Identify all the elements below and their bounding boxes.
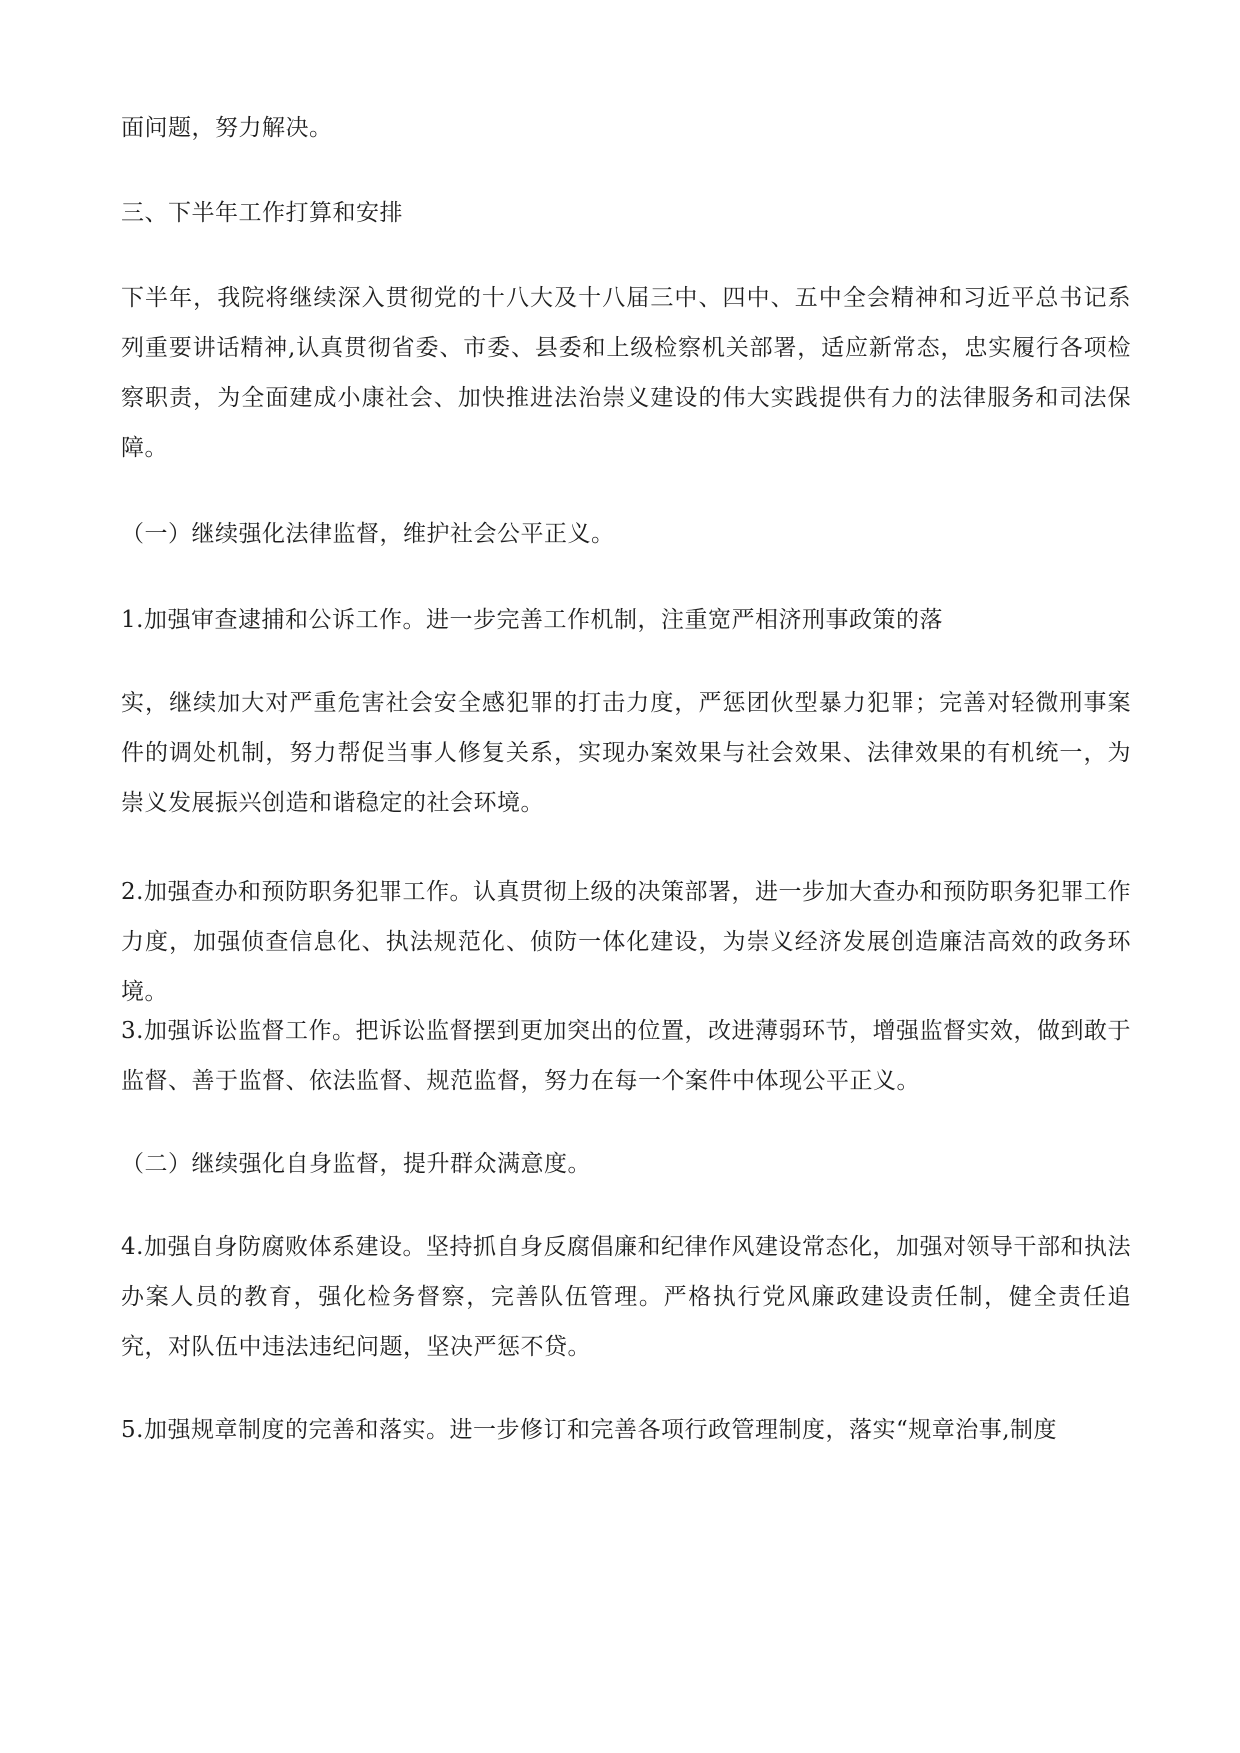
subsection-heading-two: （二）继续强化自身监督，提升群众满意度。 (121, 1151, 591, 1177)
paragraph-item-1-continued: 实，继续加大对严重危害社会安全感犯罪的打击力度，严惩团伙型暴力犯罪；完善对轻微刑事案件的调处机制，努力帮促当事人修复关系，实现办案效果与社会效果、法律效果的有机统一，为崇义发展振兴创造和谐稳定的社会环境。 (121, 690, 1131, 816)
section-heading-three: 三、下半年工作打算和安排 (121, 200, 403, 226)
paragraph-item-1: 1.加强审查逮捕和公诉工作。进一步完善工作机制，注重宽严相济刑事政策的落 (121, 607, 943, 633)
paragraph-item-3: 3.加强诉讼监督工作。把诉讼监督摆到更加突出的位置，改进薄弱环节，增强监督实效，做到敢于监督、善于监督、依法监督、规范监督，努力在每一个案件中体现公平正义。 (121, 1018, 1131, 1094)
paragraph-second-half-plan: 下半年，我院将继续深入贯彻党的十八大及十八届三中、四中、五中全会精神和习近平总书记系列重要讲话精神,认真贯彻省委、市委、县委和上级检察机关部署，适应新常态，忠实履行各项检察职责，为全面建成小康社会、加快推进法治崇义建设的伟大实践提供有力的法律服务和司法保障。 (121, 285, 1131, 461)
paragraph-continuation: 面问题，努力解决。 (121, 115, 333, 141)
paragraph-item-5: 5.加强规章制度的完善和落实。进一步修订和完善各项行政管理制度，落实“规章治事,制度 (121, 1417, 1058, 1443)
paragraph-item-4: 4.加强自身防腐败体系建设。坚持抓自身反腐倡廉和纪律作风建设常态化，加强对领导干部和执法办案人员的教育，强化检务督察，完善队伍管理。严格执行党风廉政建设责任制，健全责任追究，对队伍中违法违纪问题，坚决严惩不贷。 (121, 1234, 1131, 1360)
subsection-heading-one: （一）继续强化法律监督，维护社会公平正义。 (121, 521, 615, 547)
paragraph-item-2: 2.加强查办和预防职务犯罪工作。认真贯彻上级的决策部署，进一步加大查办和预防职务犯罪工作力度，加强侦查信息化、执法规范化、侦防一体化建设，为崇义经济发展创造廉洁高效的政务环境。 (121, 879, 1131, 1005)
